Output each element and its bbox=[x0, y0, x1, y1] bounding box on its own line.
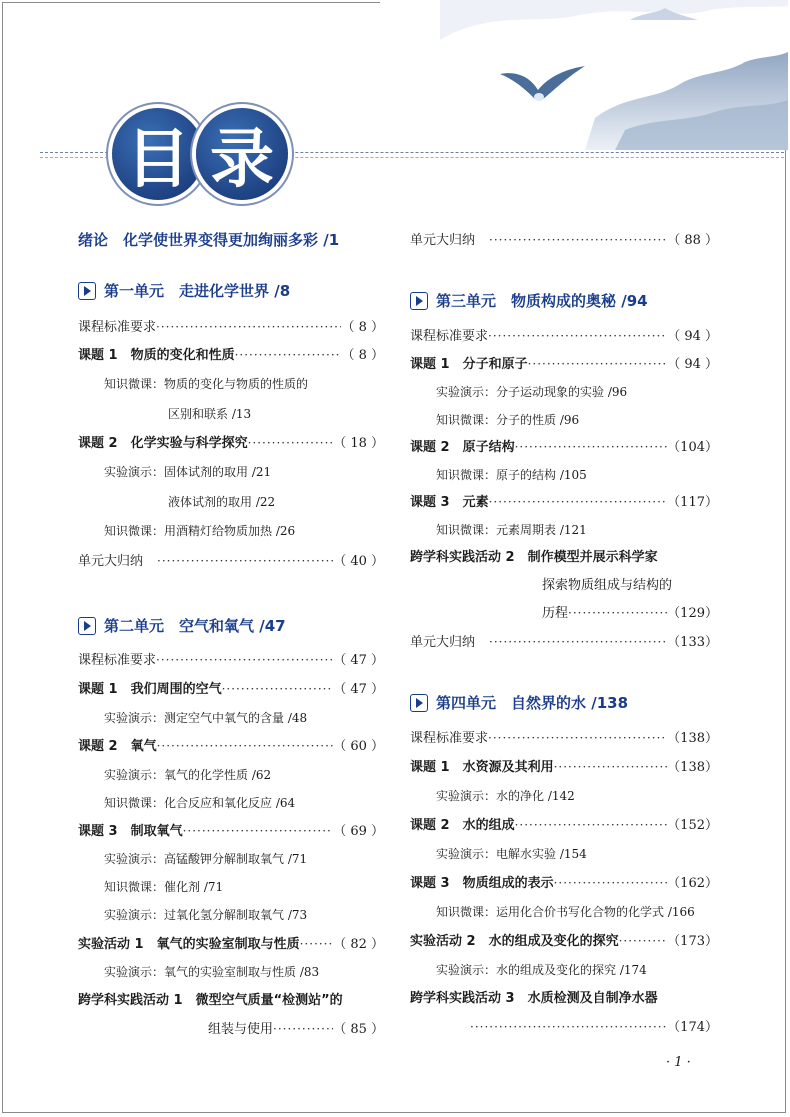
dot-leader bbox=[619, 932, 668, 950]
toc-sub-entry[interactable]: 实验演示：高锰酸钾分解制取氧气 /71 bbox=[104, 852, 308, 866]
toc-entry-label: 课题 1 我们周围的空气 bbox=[78, 682, 222, 697]
toc-entry-page: （129） bbox=[667, 606, 718, 621]
toc-entry-label: 实验活动 2 水的组成及变化的探究 bbox=[410, 934, 619, 949]
unit-heading-label: 第二单元 空气和氧气 /47 bbox=[104, 617, 286, 635]
toc-entry-page: （ 69 ） bbox=[333, 824, 384, 839]
header-landscape-illustration bbox=[380, 0, 788, 150]
dot-leader bbox=[183, 822, 334, 840]
toc-entry-label: 课程标准要求 bbox=[78, 320, 157, 335]
toc-entry[interactable] bbox=[410, 355, 718, 374]
intro-entry[interactable]: 绪论 化学使世界变得更加绚丽多彩 /1 bbox=[78, 231, 340, 249]
toc-sub-entry[interactable]: 实验演示：测定空气中氧气的含量 /48 bbox=[104, 711, 308, 725]
toc-entry-page: （ 94 ） bbox=[667, 357, 718, 372]
toc-sub-entry[interactable]: 知识微课：化合反应和氧化反应 /64 bbox=[104, 796, 296, 810]
toc-entry-label: 课题 2 原子结构 bbox=[410, 440, 515, 455]
toc-entry-page: （133） bbox=[667, 635, 718, 650]
toc-entry[interactable] bbox=[78, 680, 384, 699]
toc-entry[interactable] bbox=[78, 318, 384, 337]
toc-entry-page: （173） bbox=[667, 934, 718, 949]
toc-entry[interactable] bbox=[410, 874, 718, 893]
toc-entry[interactable]: 跨学科实践活动 3 水质检测及自制净水器 bbox=[410, 991, 658, 1006]
toc-entry-page: （ 82 ） bbox=[333, 937, 384, 952]
arrow-icon bbox=[410, 292, 428, 310]
toc-entry-page: （ 18 ） bbox=[333, 436, 384, 451]
toc-entry-page: （ 47 ） bbox=[333, 682, 384, 697]
unit-heading-label: 第四单元 自然界的水 /138 bbox=[436, 694, 629, 712]
toc-entry[interactable] bbox=[410, 327, 718, 346]
toc-entry-page: （ 88 ） bbox=[667, 233, 718, 248]
toc-entry[interactable] bbox=[78, 822, 384, 841]
toc-entry[interactable] bbox=[410, 758, 718, 777]
toc-entry-label: 课题 3 制取氧气 bbox=[78, 824, 183, 839]
toc-sub-entry[interactable]: 实验演示：分子运动现象的实验 /96 bbox=[436, 385, 628, 399]
toc-sub-entry[interactable]: 实验演示：水的组成及变化的探究 /174 bbox=[436, 963, 647, 977]
toc-entry-label: 组装与使用 bbox=[208, 1022, 274, 1037]
dot-leader bbox=[489, 231, 667, 249]
dot-leader bbox=[554, 874, 668, 892]
toc-sub-entry[interactable]: 实验演示：氧气的化学性质 /62 bbox=[104, 768, 272, 782]
dot-leader bbox=[515, 438, 668, 456]
toc-sub-entry[interactable]: 区别和联系 /13 bbox=[168, 407, 252, 421]
toc-entry[interactable] bbox=[410, 438, 718, 457]
toc-entry[interactable] bbox=[78, 935, 384, 954]
toc-entry[interactable] bbox=[410, 231, 718, 250]
dot-leader bbox=[489, 633, 667, 651]
toc-entry-page: （138） bbox=[667, 731, 718, 746]
toc-entry[interactable] bbox=[410, 633, 718, 652]
toc-entry[interactable] bbox=[410, 729, 718, 748]
toc-sub-entry[interactable]: 实验演示：固体试剂的取用 /21 bbox=[104, 465, 272, 479]
toc-entry-page: （162） bbox=[667, 876, 718, 891]
toc-entry-page: （ 85 ） bbox=[333, 1022, 384, 1037]
dot-leader bbox=[157, 552, 333, 570]
toc-sub-entry[interactable]: 知识微课：物质的变化与物质的性质的 bbox=[104, 377, 309, 391]
unit-heading[interactable] bbox=[78, 617, 286, 635]
toc-entry[interactable]: 跨学科实践活动 2 制作模型并展示科学家 bbox=[410, 550, 658, 565]
toc-entry[interactable] bbox=[78, 737, 384, 756]
toc-entry[interactable] bbox=[470, 1018, 718, 1037]
toc-entry-page: （117） bbox=[667, 495, 718, 510]
toc-entry-label: 课题 2 化学实验与科学探究 bbox=[78, 436, 248, 451]
toc-sub-entry[interactable]: 实验演示：氧气的实验室制取与性质 /83 bbox=[104, 965, 320, 979]
dot-leader bbox=[515, 816, 668, 834]
title-char-2: 录 bbox=[210, 123, 274, 197]
dot-leader bbox=[489, 493, 668, 511]
arrow-icon bbox=[78, 282, 96, 300]
toc-entry-label: 课题 1 水资源及其利用 bbox=[410, 760, 554, 775]
toc-sub-entry[interactable]: 实验演示：电解水实验 /154 bbox=[436, 847, 587, 861]
unit-heading[interactable] bbox=[78, 282, 290, 300]
toc-entry-label: 历程 bbox=[542, 606, 569, 621]
dot-leader bbox=[488, 327, 667, 345]
toc-sub-entry[interactable]: 知识微课：运用化合价书写化合物的化学式 /166 bbox=[436, 905, 695, 919]
toc-entry-page: （138） bbox=[667, 760, 718, 775]
dot-leader bbox=[488, 729, 667, 747]
toc-entry-label: 单元大归纳 bbox=[410, 233, 476, 248]
toc-entry[interactable] bbox=[78, 346, 384, 365]
toc-entry[interactable]: 探索物质组成与结构的 bbox=[542, 578, 673, 593]
title-char-1: 目 bbox=[126, 123, 190, 197]
dot-leader bbox=[222, 680, 334, 698]
toc-sub-entry[interactable]: 实验演示：过氧化氢分解制取氧气 /73 bbox=[104, 908, 308, 922]
dot-leader bbox=[156, 651, 333, 669]
toc-entry[interactable] bbox=[78, 552, 384, 571]
toc-sub-entry[interactable]: 知识微课：元素周期表 /121 bbox=[436, 523, 587, 537]
arrow-icon bbox=[410, 694, 428, 712]
dot-leader bbox=[528, 355, 668, 373]
title-char-1-badge bbox=[112, 108, 204, 200]
toc-entry-label: 课题 1 物质的变化和性质 bbox=[78, 348, 235, 363]
toc-entry-label: 课程标准要求 bbox=[410, 731, 489, 746]
toc-entry-label: 单元大归纳 bbox=[78, 554, 144, 569]
toc-sub-entry[interactable]: 液体试剂的取用 /22 bbox=[168, 495, 276, 509]
toc-entry-page: （ 47 ） bbox=[333, 653, 384, 668]
toc-entry-label: 课程标准要求 bbox=[410, 329, 489, 344]
toc-entry-page: （ 40 ） bbox=[333, 554, 384, 569]
dot-leader bbox=[568, 604, 667, 622]
toc-entry[interactable] bbox=[542, 604, 718, 623]
toc-entry-label: 单元大归纳 bbox=[410, 635, 476, 650]
toc-entry-label: 课程标准要求 bbox=[78, 653, 157, 668]
dot-leader bbox=[300, 935, 334, 953]
dot-leader bbox=[248, 434, 334, 452]
toc-entry-label: 课题 3 物质组成的表示 bbox=[410, 876, 554, 891]
toc-entry-page: （174） bbox=[667, 1020, 718, 1035]
toc-entry[interactable] bbox=[410, 932, 718, 951]
toc-entry-label: 实验活动 1 氧气的实验室制取与性质 bbox=[78, 937, 300, 952]
unit-heading-label: 第三单元 物质构成的奥秘 /94 bbox=[436, 292, 648, 310]
toc-entry-page: （ 8 ） bbox=[341, 320, 384, 335]
toc-entry-page: （ 8 ） bbox=[341, 348, 384, 363]
dot-leader bbox=[470, 1018, 667, 1036]
toc-entry-label: 课题 3 元素 bbox=[410, 495, 489, 510]
toc-entry-page: （104） bbox=[667, 440, 718, 455]
toc-entry[interactable] bbox=[410, 493, 718, 512]
dot-leader bbox=[235, 346, 342, 364]
toc-entry[interactable] bbox=[78, 434, 384, 453]
dot-leader bbox=[554, 758, 668, 776]
dot-leader bbox=[157, 737, 334, 755]
toc-entry[interactable]: 跨学科实践活动 1 微型空气质量“检测站”的 bbox=[78, 993, 343, 1008]
toc-entry-label: 课题 2 水的组成 bbox=[410, 818, 515, 833]
toc-entry-page: （152） bbox=[667, 818, 718, 833]
toc-sub-entry[interactable]: 知识微课：分子的性质 /96 bbox=[436, 413, 580, 427]
title-char-2-badge bbox=[196, 108, 288, 200]
toc-sub-entry[interactable]: 知识微课：催化剂 /71 bbox=[104, 880, 224, 894]
toc-sub-entry[interactable]: 知识微课：用酒精灯给物质加热 /26 bbox=[104, 524, 296, 538]
dot-leader bbox=[273, 1020, 333, 1038]
toc-sub-entry[interactable]: 知识微课：原子的结构 /105 bbox=[436, 468, 587, 482]
toc-sub-entry[interactable]: 实验演示：水的净化 /142 bbox=[436, 789, 575, 803]
toc-entry[interactable] bbox=[208, 1020, 384, 1039]
toc-entry[interactable] bbox=[410, 816, 718, 835]
toc-entry-label: 课题 2 氧气 bbox=[78, 739, 157, 754]
toc-entry[interactable] bbox=[78, 651, 384, 670]
toc-entry-page: （ 60 ） bbox=[333, 739, 384, 754]
unit-heading-label: 第一单元 走进化学世界 /8 bbox=[104, 282, 291, 300]
dot-leader bbox=[156, 318, 341, 336]
toc-entry-page: （ 94 ） bbox=[667, 329, 718, 344]
unit-heading[interactable] bbox=[410, 292, 648, 310]
unit-heading[interactable] bbox=[410, 694, 628, 712]
arrow-icon bbox=[78, 617, 96, 635]
toc-entry-label: 课题 1 分子和原子 bbox=[410, 357, 528, 372]
page-number: · 1 · bbox=[666, 1055, 691, 1070]
